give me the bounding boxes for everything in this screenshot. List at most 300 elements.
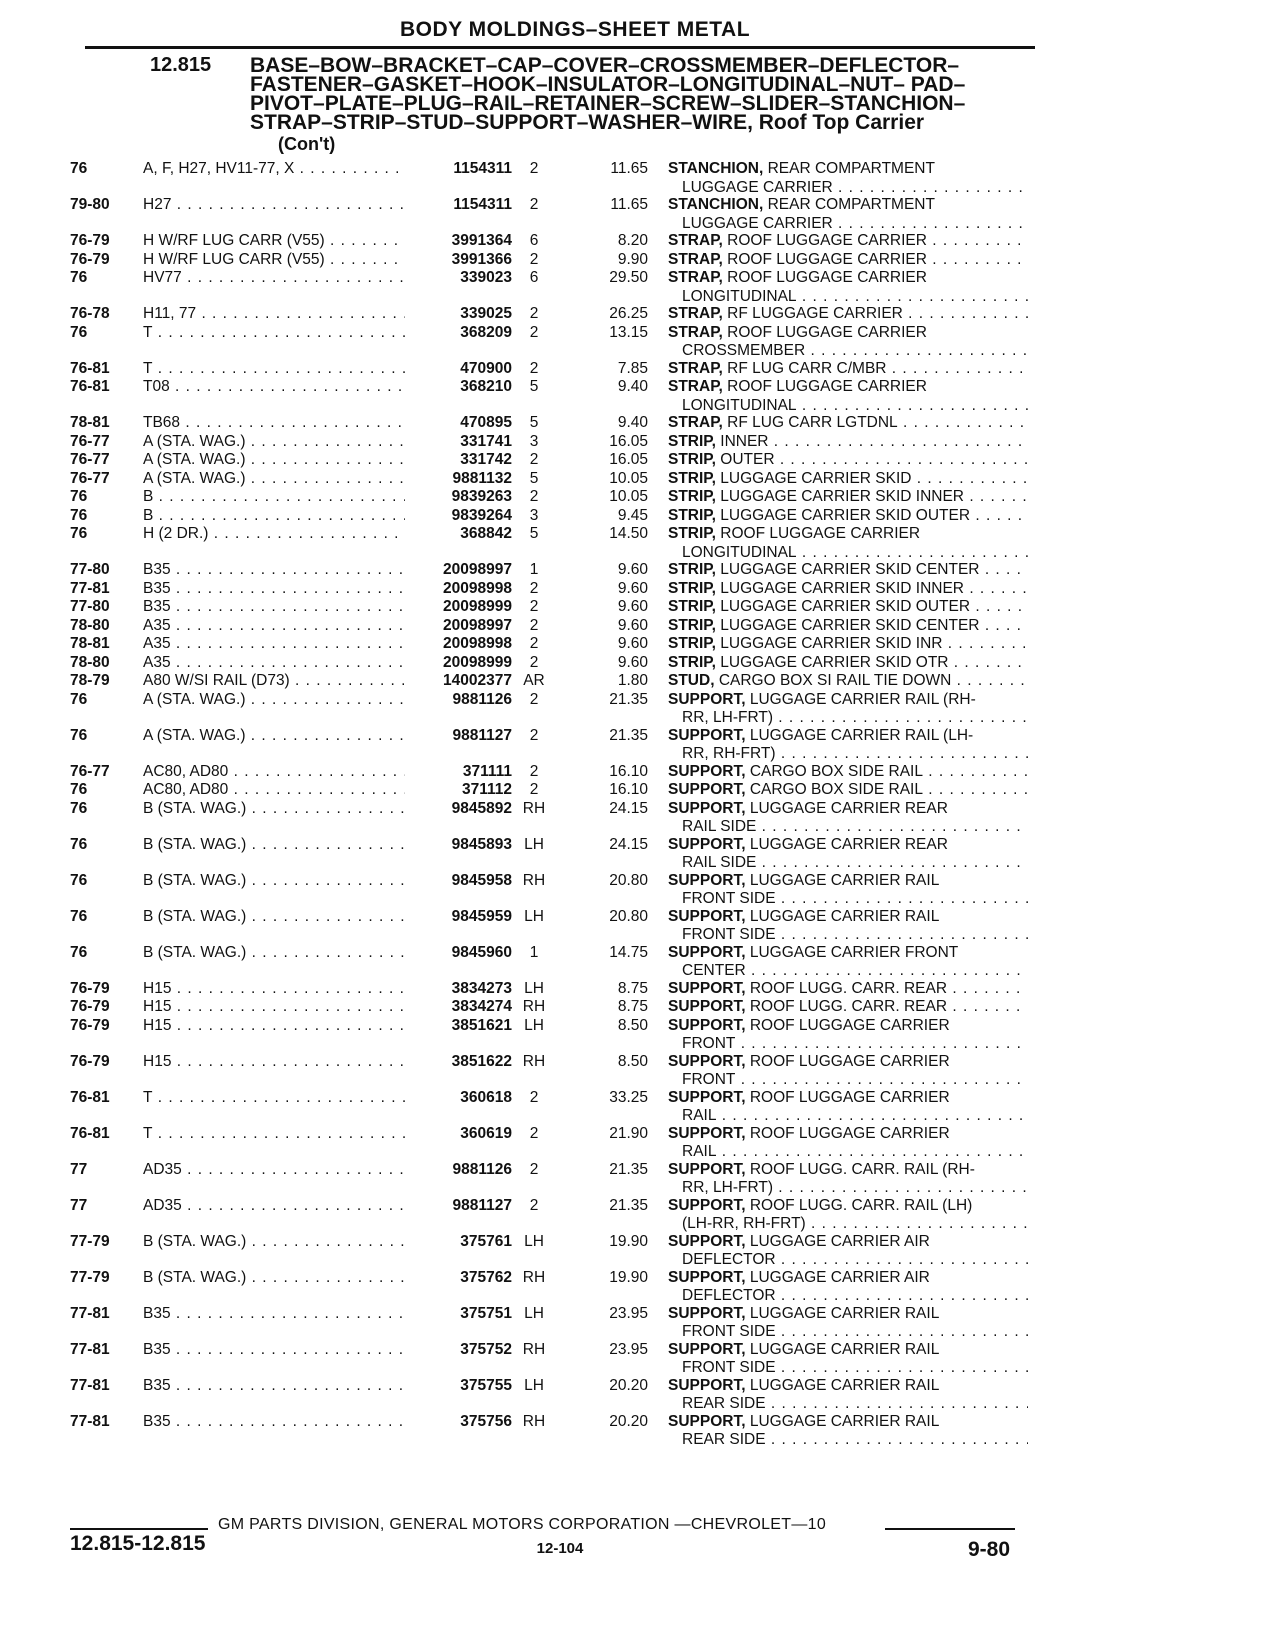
row-year: 76-81 xyxy=(70,1124,110,1142)
footer-rule-left xyxy=(70,1528,208,1530)
row-quantity: 2 xyxy=(529,196,539,213)
row-year: 78-81 xyxy=(70,414,110,431)
row-model: H15 . . . xyxy=(143,1053,405,1072)
row-description-text: ROOF LUGGAGE CARRIER xyxy=(727,250,927,268)
row-part-number: 20098998 xyxy=(443,579,512,597)
row-description-name: SUPPORT, xyxy=(668,835,746,853)
row-year: 76-79 xyxy=(70,232,110,249)
row-description xyxy=(668,872,1028,891)
table-row xyxy=(0,251,1280,270)
row-description-name: SUPPORT, xyxy=(668,1412,746,1430)
table-row xyxy=(0,781,1280,800)
row-model: B35 . . . xyxy=(143,1341,405,1360)
row-description-continued: LONGITUDINAL . . . xyxy=(682,288,1028,307)
row-price: 9.60 xyxy=(617,616,648,634)
row-description-name: SUPPORT, xyxy=(668,1160,746,1178)
row-description xyxy=(668,251,1028,270)
row-quantity: LH xyxy=(524,907,544,925)
row-part-number: 331741 xyxy=(460,432,512,450)
row-description xyxy=(668,1341,1028,1360)
row-price: 23.95 xyxy=(609,1304,648,1322)
row-description-text: OUTER xyxy=(720,451,775,468)
row-price: 19.90 xyxy=(609,1268,648,1286)
row-part-number: 360618 xyxy=(460,1088,512,1106)
row-description xyxy=(668,998,1028,1017)
row-description-name: STANCHION, xyxy=(668,196,764,213)
row-description-name: SUPPORT, xyxy=(668,1304,746,1322)
table-row xyxy=(0,1161,1280,1197)
row-description-text: ROOF LUGGAGE CARRIER xyxy=(727,269,927,286)
table-row xyxy=(0,598,1280,617)
table-row xyxy=(0,800,1280,836)
row-year: 77-81 xyxy=(70,1340,110,1358)
row-description-name: SUPPORT, xyxy=(668,1268,746,1286)
row-description xyxy=(668,414,1028,433)
footer-publisher: GM PARTS DIVISION, GENERAL MOTORS CORPORATION —CHEVROLET—10 xyxy=(218,1516,827,1533)
row-description xyxy=(668,727,1028,746)
row-description-name: SUPPORT, xyxy=(668,1124,746,1142)
row-quantity: 2 xyxy=(529,250,539,268)
table-row xyxy=(0,1269,1280,1305)
row-model: AD35 . . . xyxy=(143,1161,405,1180)
row-description xyxy=(668,1377,1028,1396)
row-description-name: SUPPORT, xyxy=(668,1340,746,1358)
row-description xyxy=(668,1161,1028,1180)
row-price: 23.95 xyxy=(609,1340,648,1358)
row-description xyxy=(668,598,1028,617)
row-description-text: LUGGAGE CARRIER RAIL xyxy=(749,1304,940,1322)
row-description-text: CARGO BOX SI RAIL TIE DOWN xyxy=(718,672,952,689)
table-row xyxy=(0,414,1280,433)
row-year: 78-79 xyxy=(70,672,110,689)
row-quantity: 2 xyxy=(529,305,539,322)
row-description xyxy=(668,1233,1028,1252)
table-row xyxy=(0,232,1280,251)
row-description-name: STRIP, xyxy=(668,506,716,524)
row-price: 33.25 xyxy=(609,1088,648,1106)
row-quantity: 3 xyxy=(529,506,539,524)
row-model: A (STA. WAG.) . . . xyxy=(143,433,405,452)
row-description-name: STRAP, xyxy=(668,414,723,431)
row-year: 77-81 xyxy=(70,1304,110,1322)
table-row xyxy=(0,1233,1280,1269)
row-year: 76 xyxy=(70,726,88,744)
row-description-text: LUGGAGE CARRIER SKID CENTER xyxy=(720,561,980,578)
table-row xyxy=(0,998,1280,1017)
row-price: 8.50 xyxy=(617,1016,648,1034)
footer-date: 9-80 xyxy=(968,1538,1011,1561)
row-description xyxy=(668,1305,1028,1324)
row-year: 77 xyxy=(70,1196,88,1214)
row-quantity: LH xyxy=(524,835,544,853)
row-part-number: 470900 xyxy=(460,359,512,377)
row-description-text: LUGGAGE CARRIER AIR xyxy=(749,1268,930,1286)
row-price: 20.20 xyxy=(609,1376,648,1394)
row-part-number: 9845893 xyxy=(451,835,512,853)
row-quantity: 2 xyxy=(529,1124,539,1142)
row-description-text: LUGGAGE CARRIER RAIL xyxy=(749,1412,940,1430)
row-description-text: LUGGAGE CARRIER REAR xyxy=(749,799,948,817)
row-quantity: 1 xyxy=(529,561,539,578)
row-description-text: LUGGAGE CARRIER SKID INR xyxy=(720,635,943,652)
row-model: A35 . . . xyxy=(143,617,405,636)
table-row xyxy=(0,305,1280,324)
parts-table xyxy=(0,160,1280,1449)
row-year: 76 xyxy=(70,835,88,853)
row-description xyxy=(668,196,1028,215)
row-description-name: SUPPORT, xyxy=(668,1232,746,1250)
row-quantity: LH xyxy=(524,1232,544,1250)
row-description-name: STUD, xyxy=(668,672,715,689)
row-description xyxy=(668,781,1028,800)
row-year: 77-81 xyxy=(70,579,110,597)
row-price: 21.35 xyxy=(609,1160,648,1178)
row-price: 24.15 xyxy=(609,799,648,817)
table-row xyxy=(0,1377,1280,1413)
row-description-text: LUGGAGE CARRIER SKID OTR xyxy=(720,653,949,671)
table-row xyxy=(0,488,1280,507)
table-row xyxy=(0,1413,1280,1449)
table-row xyxy=(0,654,1280,673)
row-description xyxy=(668,654,1028,673)
row-description-text: LUGGAGE CARRIER SKID OUTER xyxy=(720,506,971,524)
row-quantity: 5 xyxy=(529,414,539,431)
table-row xyxy=(0,1017,1280,1053)
row-model: T . . . xyxy=(143,324,405,343)
row-description-continued: CROSSMEMBER . . . xyxy=(682,342,1028,361)
row-quantity: 2 xyxy=(529,1160,539,1178)
row-price: 10.05 xyxy=(609,488,648,505)
table-row xyxy=(0,672,1280,691)
row-model: B35 . . . xyxy=(143,1305,405,1324)
table-row xyxy=(0,196,1280,232)
row-description-name: STRAP, xyxy=(668,378,723,395)
row-description-text: LUGGAGE CARRIER SKID CENTER xyxy=(720,616,980,634)
row-model: B35 . . . xyxy=(143,580,405,599)
row-price: 7.85 xyxy=(617,359,648,377)
row-description-continued: FRONT . . . xyxy=(682,1035,1028,1054)
table-row xyxy=(0,160,1280,196)
row-description-continued: FRONT SIDE . . . xyxy=(682,926,1028,945)
row-quantity: 5 xyxy=(529,469,539,487)
row-model: A, F, H27, HV11-77, X . . . xyxy=(143,160,405,179)
row-price: 11.65 xyxy=(610,196,648,213)
row-description-name: SUPPORT, xyxy=(668,979,746,997)
row-part-number: 470895 xyxy=(460,414,512,431)
table-row xyxy=(0,763,1280,782)
row-model: TB68 . . . xyxy=(143,414,405,433)
row-part-number: 3851622 xyxy=(451,1052,512,1070)
row-description-continued: RAIL SIDE . . . xyxy=(682,818,1028,837)
row-price: 8.20 xyxy=(617,232,648,249)
row-year: 76-77 xyxy=(70,451,110,468)
row-description xyxy=(668,561,1028,580)
table-row xyxy=(0,561,1280,580)
section-title-line: FASTENER–GASKET–HOOK–INSULATOR–LONGITUDINAL–NUT– PAD– xyxy=(250,73,966,96)
row-description-name: SUPPORT, xyxy=(668,1052,746,1070)
row-price: 16.10 xyxy=(609,781,648,798)
row-model: AD35 . . . xyxy=(143,1197,405,1216)
row-model: B (STA. WAG.) . . . xyxy=(143,1269,405,1288)
row-description-name: STRIP, xyxy=(668,598,716,615)
row-year: 76-79 xyxy=(70,1052,110,1070)
row-description-continued: RAIL SIDE . . . xyxy=(682,854,1028,873)
footer-rule-right xyxy=(885,1528,1015,1530)
row-description-continued: RAIL . . . xyxy=(682,1143,1028,1162)
row-description-name: SUPPORT, xyxy=(668,1088,746,1106)
row-year: 76 xyxy=(70,525,88,542)
row-model: T . . . xyxy=(143,1089,405,1108)
row-part-number: 375755 xyxy=(460,1376,512,1394)
row-part-number: 20098998 xyxy=(443,635,512,652)
section-title-line: PIVOT–PLATE–PLUG–RAIL–RETAINER–SCREW–SLIDER–STANCHION– xyxy=(250,92,966,115)
row-model: B35 . . . xyxy=(143,561,405,580)
row-description-name: SUPPORT, xyxy=(668,998,746,1015)
row-model: T08 . . . xyxy=(143,378,405,397)
row-part-number: 9881132 xyxy=(452,469,512,487)
row-description-name: SUPPORT, xyxy=(668,943,746,961)
row-price: 9.90 xyxy=(617,250,648,268)
row-description-text: CARGO BOX SIDE RAIL xyxy=(749,781,923,798)
row-model: B (STA. WAG.) . . . xyxy=(143,1233,405,1252)
row-description xyxy=(668,269,1028,288)
row-quantity: LH xyxy=(524,979,544,997)
row-description-name: STRAP, xyxy=(668,359,723,377)
row-part-number: 9839264 xyxy=(451,506,512,524)
row-year: 77 xyxy=(70,1160,88,1178)
row-description-text: ROOF LUGGAGE CARRIER xyxy=(749,1052,950,1070)
row-description-continued: FRONT SIDE . . . xyxy=(682,1323,1028,1342)
row-year: 78-80 xyxy=(70,653,110,671)
row-description-continued: RR, LH-FRT) . . . xyxy=(682,709,1028,728)
row-part-number: 371112 xyxy=(461,781,512,798)
row-model: H27 . . . xyxy=(143,196,405,215)
row-part-number: 9845958 xyxy=(451,871,512,889)
row-description-text: LUGGAGE CARRIER FRONT xyxy=(749,943,959,961)
row-description xyxy=(668,944,1028,963)
row-year: 76 xyxy=(70,799,88,817)
row-quantity: 2 xyxy=(529,781,539,798)
row-description-text: LUGGAGE CARRIER SKID OUTER xyxy=(720,598,971,615)
row-description-text: LUGGAGE CARRIER REAR xyxy=(749,835,948,853)
row-quantity: 2 xyxy=(529,598,539,615)
row-price: 26.25 xyxy=(609,305,648,322)
row-year: 76-77 xyxy=(70,469,110,487)
row-year: 77-81 xyxy=(70,1376,110,1394)
row-quantity: RH xyxy=(522,1052,546,1070)
row-year: 76-77 xyxy=(70,762,110,780)
row-part-number: 331742 xyxy=(460,451,512,468)
table-row xyxy=(0,580,1280,599)
row-price: 16.05 xyxy=(609,451,648,468)
row-description xyxy=(668,1413,1028,1432)
row-description-text: ROOF LUGGAGE CARRIER xyxy=(727,323,927,341)
row-description-text: ROOF LUGG. CARR. REAR xyxy=(749,979,948,997)
row-price: 21.35 xyxy=(609,1196,648,1214)
row-quantity: RH xyxy=(522,1412,546,1430)
row-description-name: STRAP, xyxy=(668,323,723,341)
table-row xyxy=(0,1125,1280,1161)
row-price: 16.10 xyxy=(609,762,648,780)
row-part-number: 368842 xyxy=(460,525,512,542)
row-part-number: 375751 xyxy=(460,1304,512,1322)
row-part-number: 1154311 xyxy=(453,196,512,213)
row-description-text: ROOF LUGGAGE CARRIER xyxy=(727,232,927,249)
row-description-text: ROOF LUGG. CARR. REAR xyxy=(749,998,948,1015)
row-year: 76 xyxy=(70,160,88,177)
row-description-name: STRIP, xyxy=(668,561,716,578)
footer-section-range: 12.815-12.815 xyxy=(70,1532,206,1555)
row-part-number: 3851621 xyxy=(451,1016,512,1034)
row-quantity: 2 xyxy=(529,653,539,671)
row-description xyxy=(668,1269,1028,1288)
row-year: 76 xyxy=(70,488,88,505)
row-year: 76-81 xyxy=(70,359,110,377)
row-quantity: RH xyxy=(522,871,546,889)
row-description-name: STRIP, xyxy=(668,653,716,671)
row-description xyxy=(668,908,1028,927)
row-year: 76-79 xyxy=(70,1016,110,1034)
row-description-text: ROOF LUGGAGE CARRIER xyxy=(749,1124,950,1142)
row-description-continued: FRONT SIDE . . . xyxy=(682,890,1028,909)
row-part-number: 9845959 xyxy=(451,907,512,925)
row-quantity: RH xyxy=(522,1268,546,1286)
row-model: T . . . xyxy=(143,360,405,379)
row-description xyxy=(668,800,1028,819)
row-year: 76-79 xyxy=(70,979,110,997)
row-description-text: ROOF LUGG. CARR. RAIL (RH- xyxy=(749,1160,975,1178)
section-number: 12.815 xyxy=(150,54,212,76)
row-description xyxy=(668,360,1028,379)
row-year: 76 xyxy=(70,907,88,925)
row-model: A35 . . . xyxy=(143,635,405,654)
row-model: H (2 DR.) . . . xyxy=(143,525,405,544)
row-year: 76 xyxy=(70,269,88,286)
row-description-continued: LUGGAGE CARRIER . . . xyxy=(682,215,1028,234)
row-description-text: ROOF LUGG. CARR. RAIL (LH) xyxy=(749,1196,973,1214)
row-quantity: RH xyxy=(522,799,546,817)
row-description xyxy=(668,488,1028,507)
row-description-continued: FRONT SIDE . . . xyxy=(682,1359,1028,1378)
row-description xyxy=(668,1125,1028,1144)
row-model: H W/RF LUG CARR (V55) . . . xyxy=(143,232,405,251)
row-description-name: SUPPORT, xyxy=(668,781,746,798)
section-title-line: STRAP–STRIP–STUD–SUPPORT–WASHER–WIRE, Roof Top Carrier xyxy=(250,111,925,134)
table-row xyxy=(0,1305,1280,1341)
row-part-number: 339023 xyxy=(460,269,512,286)
row-description-name: STRIP, xyxy=(668,432,716,450)
table-row xyxy=(0,1341,1280,1377)
row-description-name: STRAP, xyxy=(668,305,723,322)
row-price: 1.80 xyxy=(617,672,648,689)
row-description xyxy=(668,451,1028,470)
row-description-continued: (LH-RR, RH-FRT) . . . xyxy=(682,1215,1028,1234)
row-quantity: 2 xyxy=(529,635,539,652)
row-part-number: 3991364 xyxy=(451,232,512,249)
row-model: T . . . xyxy=(143,1125,405,1144)
row-description-name: SUPPORT, xyxy=(668,690,746,708)
row-description-name: STANCHION, xyxy=(668,160,764,177)
row-model: B (STA. WAG.) . . . xyxy=(143,836,405,855)
table-row xyxy=(0,470,1280,489)
row-description-text: RF LUG CARR LGTDNL xyxy=(727,414,898,431)
row-description-continued: RAIL . . . xyxy=(682,1107,1028,1126)
row-price: 9.60 xyxy=(617,579,648,597)
row-quantity: LH xyxy=(524,1376,544,1394)
row-quantity: 2 xyxy=(529,451,539,468)
row-description-text: LUGGAGE CARRIER RAIL (RH- xyxy=(749,690,976,708)
row-part-number: 20098997 xyxy=(443,561,512,578)
row-model: H W/RF LUG CARR (V55) . . . xyxy=(143,251,405,270)
row-price: 8.75 xyxy=(617,979,648,997)
row-year: 76-79 xyxy=(70,998,110,1015)
table-row xyxy=(0,378,1280,414)
table-row xyxy=(0,727,1280,763)
row-price: 16.05 xyxy=(609,432,648,450)
table-row xyxy=(0,635,1280,654)
table-row xyxy=(0,908,1280,944)
table-row xyxy=(0,451,1280,470)
row-year: 76-79 xyxy=(70,250,110,268)
row-description-name: STRIP, xyxy=(668,488,716,505)
row-description xyxy=(668,232,1028,251)
row-year: 78-80 xyxy=(70,616,110,634)
row-description-name: STRIP, xyxy=(668,579,716,597)
row-model: HV77 . . . xyxy=(143,269,405,288)
row-description-name: STRIP, xyxy=(668,469,716,487)
footer-page-number: 12-104 xyxy=(536,1540,584,1557)
row-description-name: STRAP, xyxy=(668,232,723,249)
row-description-continued: CENTER . . . xyxy=(682,962,1028,981)
row-description-continued: FRONT . . . xyxy=(682,1071,1028,1090)
row-description-name: STRIP, xyxy=(668,616,716,634)
row-description-name: STRIP, xyxy=(668,451,716,468)
row-description xyxy=(668,1197,1028,1216)
table-row xyxy=(0,836,1280,872)
row-model: A (STA. WAG.) . . . xyxy=(143,470,405,489)
row-description-text: LUGGAGE CARRIER RAIL xyxy=(749,1340,940,1358)
row-quantity: 5 xyxy=(529,378,539,395)
row-year: 76 xyxy=(70,781,88,798)
table-row xyxy=(0,980,1280,999)
row-price: 14.50 xyxy=(609,525,648,542)
row-price: 9.60 xyxy=(617,653,648,671)
row-price: 8.50 xyxy=(617,1052,648,1070)
row-price: 9.40 xyxy=(617,378,648,395)
row-quantity: RH xyxy=(522,998,546,1015)
row-model: B (STA. WAG.) . . . xyxy=(143,908,405,927)
table-row xyxy=(0,944,1280,980)
row-description-text: LUGGAGE CARRIER RAIL xyxy=(749,1376,940,1394)
row-part-number: 20098999 xyxy=(443,653,512,671)
row-description xyxy=(668,160,1028,179)
table-row xyxy=(0,872,1280,908)
row-description xyxy=(668,763,1028,782)
row-part-number: 3991366 xyxy=(451,250,512,268)
row-description xyxy=(668,470,1028,489)
row-part-number: 360619 xyxy=(460,1124,512,1142)
row-part-number: 9881127 xyxy=(452,1196,512,1214)
row-quantity: 2 xyxy=(529,488,539,505)
row-price: 10.05 xyxy=(609,469,648,487)
row-price: 20.80 xyxy=(609,871,648,889)
row-part-number: 20098997 xyxy=(443,616,512,634)
row-description-name: SUPPORT, xyxy=(668,1196,746,1214)
row-description xyxy=(668,617,1028,636)
row-quantity: RH xyxy=(522,1340,546,1358)
row-description-text: LUGGAGE CARRIER RAIL (LH- xyxy=(749,726,974,744)
row-price: 9.60 xyxy=(617,561,648,578)
